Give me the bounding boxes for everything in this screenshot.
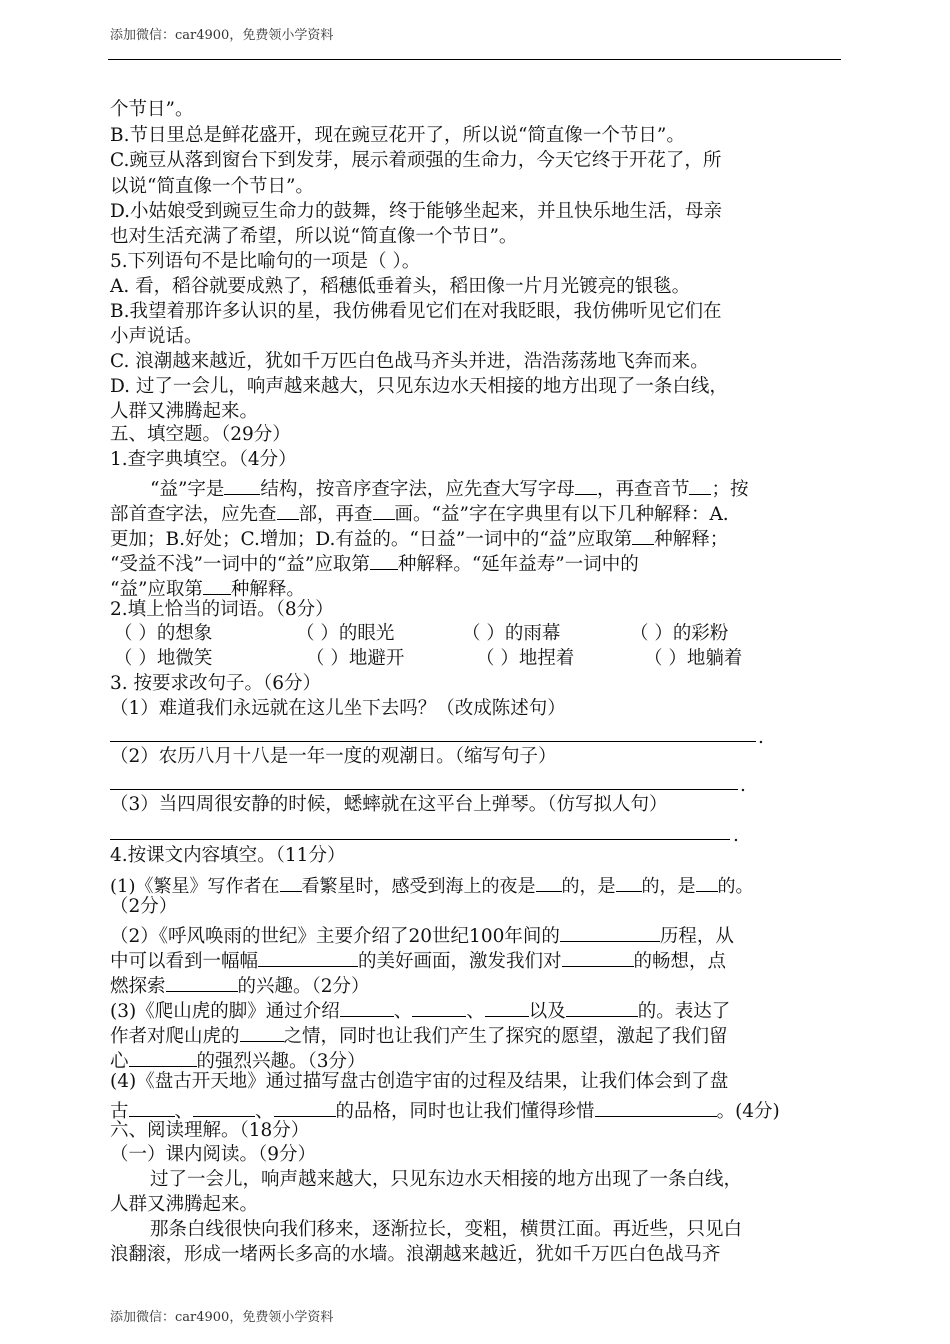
q4-item-1: (1)《繁星》写作者在 看繁星时，感受到海上的夜是 的，是 的，是 的。 <box>110 873 754 896</box>
option-c: C. 浪潮越来越近，犹如千万匹白色战马齐头并进，浩浩荡荡地飞奔而来。 <box>110 351 709 372</box>
blank <box>485 998 529 1017</box>
blank <box>258 948 358 967</box>
q4-item-3: (3)《爬山虎的脚》通过介绍 、 、 以及 的。表达了 <box>110 998 730 1022</box>
passage-line: 浪翻滚，形成一堵两长多高的水墙。浪潮越来越近，犹如千万匹白色战马齐 <box>110 1244 721 1265</box>
q2-item: （ ）的想象 <box>114 623 213 644</box>
blank <box>412 998 466 1017</box>
blank <box>562 948 634 967</box>
option-d: D. 过了一会儿，响声越来越大，只见东边水天相接的地方出现了一条白线， <box>110 376 728 397</box>
text-line: C.豌豆从落到窗台下到发芽，展示着顽强的生命力，今天它终于开花了，所 <box>110 150 722 171</box>
text-line: 个节日”。 <box>110 99 194 120</box>
line-period: . <box>733 825 739 846</box>
page-footer: 添加微信：car4900，免费领小学资料 <box>110 1310 334 1325</box>
q1-line-2: 部首查字法，应先查 部，再查 画。“益”字在字典里有以下几种解释：A. <box>110 501 729 525</box>
blank <box>536 873 562 892</box>
question-2-title: 2.填上恰当的词语。（8分） <box>110 599 334 620</box>
q2-item: （ ）地避开 <box>306 648 405 669</box>
q4-item-2-cont: 中可以看到一幅幅 的美好画面，激发我们对 的畅想，点 <box>110 948 726 972</box>
blank <box>224 476 260 495</box>
blank <box>370 551 398 570</box>
question-3-title: 3. 按要求改句子。（6分） <box>110 673 322 694</box>
passage-line: 过了一会儿，响声越来越大，只见东边水天相接的地方出现了一条白线， <box>150 1169 743 1190</box>
blank <box>203 576 231 595</box>
blank <box>280 873 302 892</box>
q3-sentence-3: （3）当四周很安静的时候，蟋蟀就在这平台上弹琴。（仿写拟人句） <box>110 794 668 815</box>
line-period: . <box>758 727 764 748</box>
q4-item-4-cont: 古 、 、 的品格，同时也让我们懂得珍惜 。(4分) <box>110 1098 780 1122</box>
blank <box>575 476 597 495</box>
q2-item: （ ）的眼光 <box>296 623 395 644</box>
q4-item-2-cont: 燃探索 的兴趣。（2分） <box>110 973 370 997</box>
q2-item: （ ）地捏着 <box>476 648 575 669</box>
text-line: 以说“简直像一个节日”。 <box>110 176 314 197</box>
q3-sentence-2: （2）农历八月十八是一年一度的观潮日。（缩写句子） <box>110 746 557 767</box>
q1-line-1: “益”字是 结构，按音序查字法，应先查大写字母 ，再查音节 ；按 <box>150 476 748 500</box>
q4-item-2: （2）《呼风唤雨的世纪》主要介绍了20世纪100年间的 历程，从 <box>110 923 734 947</box>
blank <box>632 526 654 545</box>
text-line: B.节日里总是鲜花盛开，现在豌豆花开了，所以说“简直像一个节日”。 <box>110 125 685 146</box>
passage-line: 那条白线很快向我们移来，逐渐拉长，变粗，横贯江面。再近些，只见白 <box>150 1219 743 1240</box>
text-line: （2分） <box>110 896 178 917</box>
option-a: A. 看，稻谷就要成熟了，稻穗低垂着头，稻田像一片月光镀亮的银毯。 <box>110 276 691 297</box>
q1-line-3: 更加；B.好处；C.增加；D.有益的。“日益”一词中的“益”应取第 种解释； <box>110 526 728 550</box>
line-period: . <box>740 775 746 796</box>
blank <box>373 501 395 520</box>
blank <box>616 873 642 892</box>
q4-item-3-cont: 作者对爬山虎的 之情，同时也让我们产生了探究的愿望，激起了我们留 <box>110 1023 728 1047</box>
q1-line-5: “益”应取第 种解释。 <box>110 576 305 600</box>
q4-item-3-cont: 心 的强烈兴趣。（3分） <box>110 1048 366 1072</box>
blank <box>340 998 394 1017</box>
q3-sentence-1: （1）难道我们永远就在这儿坐下去吗？（改成陈述句） <box>110 698 566 719</box>
blank <box>240 1023 284 1042</box>
q2-item: （ ）地躺着 <box>644 648 743 669</box>
answer-line[interactable] <box>110 839 730 840</box>
section-6-title: 六、阅读理解。（18分） <box>110 1120 310 1141</box>
blank <box>274 1098 336 1117</box>
q4-item-4: (4)《盘古开天地》通过描写盘古创造宇宙的过程及结果，让我们体会到了盘 <box>110 1071 729 1092</box>
text-line: D.小姑娘受到豌豆生命力的鼓舞，终于能够坐起来，并且快乐地生活，母亲 <box>110 201 723 222</box>
blank <box>696 873 718 892</box>
option-b: B.我望着那许多认识的星，我仿佛看见它们在对我眨眼，我仿佛听见它们在 <box>110 301 722 322</box>
blank <box>560 923 660 942</box>
answer-line[interactable] <box>110 789 738 790</box>
header-divider <box>108 59 841 60</box>
blank <box>689 476 711 495</box>
question-1-title: 1.查字典填空。（4分） <box>110 449 297 470</box>
blank <box>566 998 638 1017</box>
blank <box>595 1098 717 1117</box>
text-line: 也对生活充满了希望，所以说“简直像一个节日”。 <box>110 226 518 247</box>
blank <box>277 501 299 520</box>
q1-line-4: “受益不浅”一词中的“益”应取第 种解释。“延年益寿”一词中的 <box>110 551 639 575</box>
blank <box>166 973 238 992</box>
question-5: 5.下列语句不是比喻句的一项是（ ）。 <box>110 251 421 272</box>
page-header: 添加微信：car4900，免费领小学资料 <box>110 28 334 43</box>
blank <box>193 1098 255 1117</box>
text-line: 人群又沸腾起来。 <box>110 401 259 422</box>
question-4-title: 4.按课文内容填空。（11分） <box>110 845 346 866</box>
text-line: 小声说话。 <box>110 326 203 347</box>
q2-item: （ ）的彩粉 <box>630 623 729 644</box>
answer-line[interactable] <box>110 741 756 742</box>
blank <box>129 1098 175 1117</box>
q2-item: （ ）地微笑 <box>114 648 213 669</box>
blank <box>129 1048 197 1067</box>
passage-line: 人群又沸腾起来。 <box>110 1194 259 1215</box>
reading-subtitle: （一）课内阅读。（9分） <box>110 1144 317 1165</box>
q2-item: （ ）的雨幕 <box>462 623 561 644</box>
section-5-title: 五、填空题。（29分） <box>110 424 291 445</box>
